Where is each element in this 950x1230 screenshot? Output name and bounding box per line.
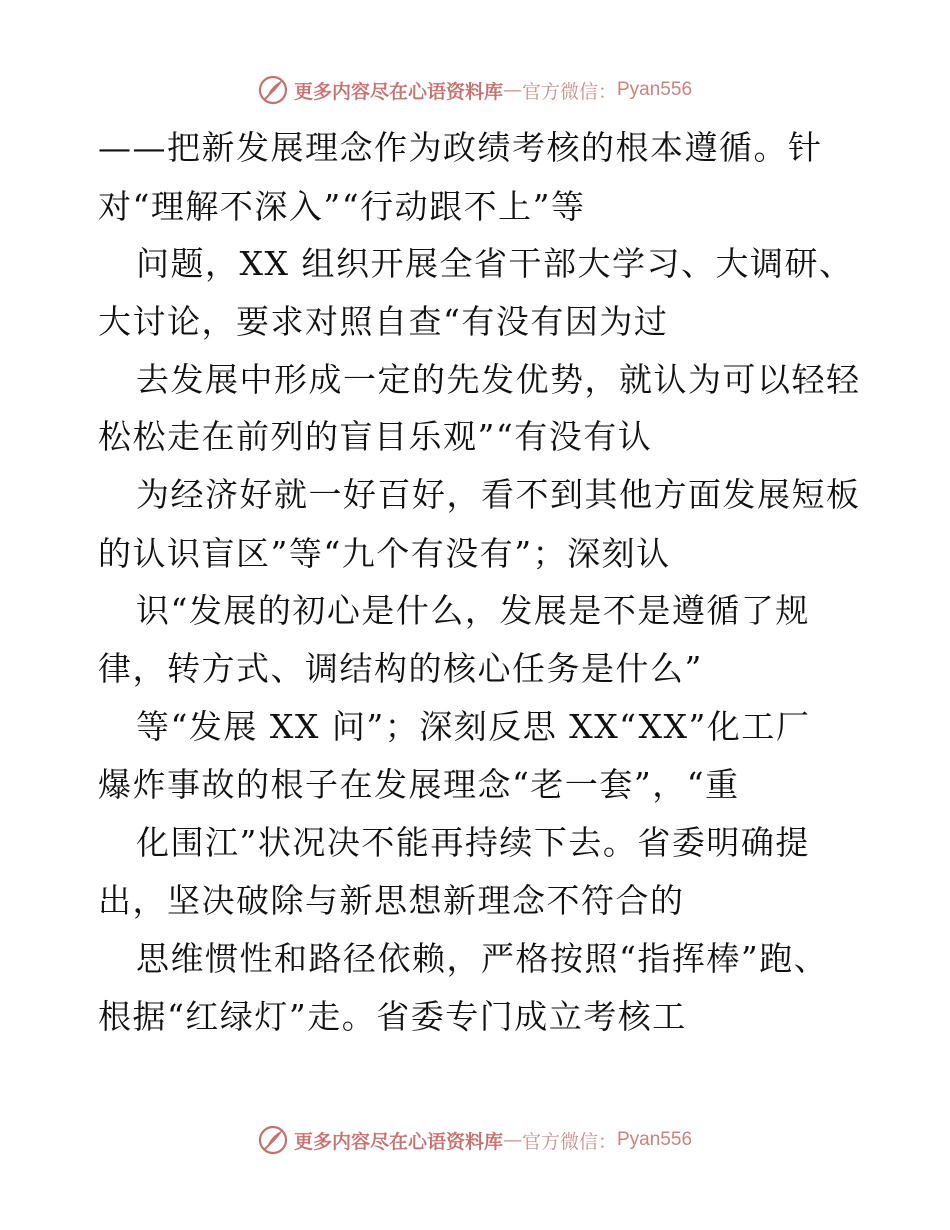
watermark-title: 更多内容尽在心语资料库: [293, 80, 503, 103]
body-line-3: 问题，XX 组织开展全省干部大学习、大调研、: [136, 244, 854, 283]
footer-watermark: [0, 1122, 950, 1158]
body-line-2: 对“理解不深入”“行动跟不上”等: [98, 187, 586, 226]
body-line-16: 根据“红绿灯”走。省委专门成立考核工: [98, 997, 687, 1036]
quill-logo-icon: [258, 75, 288, 105]
body-line-5: 去发展中形成一定的先发优势，就认为可以轻轻: [136, 360, 861, 399]
quill-logo-icon: [258, 1125, 288, 1155]
watermark-wechat-id: Pyan556: [617, 79, 693, 100]
body-line-1: ——把新发展理念作为政绩考核的根本遵循。针: [98, 128, 823, 167]
watermark-dash: —: [502, 1129, 522, 1151]
watermark-label: 官方微信：: [521, 80, 617, 103]
body-line-15: 思维惯性和路径依赖，严格按照“指挥棒”跑、: [136, 939, 829, 978]
watermark-wechat-id: Pyan556: [617, 1129, 693, 1150]
watermark-label: 官方微信：: [521, 1130, 617, 1153]
body-line-10: 律，转方式、调结构的核心任务是什么”: [98, 649, 703, 688]
body-line-12: 爆炸事故的根子在发展理念“老一套”，“重: [98, 765, 740, 804]
watermark-dash: —: [502, 79, 522, 101]
body-line-8: 的认识盲区”等“九个有没有”；深刻认: [98, 534, 671, 573]
body-line-7: 为经济好就一好百好，看不到其他方面发展短板: [136, 475, 861, 514]
body-line-6: 松松走在前列的盲目乐观”“有没有认: [98, 417, 653, 456]
watermark-title: 更多内容尽在心语资料库: [293, 1130, 503, 1153]
body-line-4: 大讨论，要求对照自查“有没有因为过: [98, 302, 669, 341]
body-line-14: 出，坚决破除与新思想新理念不符合的: [98, 881, 685, 920]
body-line-9: 识“发展的初心是什么，发展是不是遵循了规: [136, 591, 810, 630]
body-line-13: 化围江”状况决不能再持续下去。省委明确提: [136, 823, 810, 862]
body-line-11: 等“发展 XX 问”；深刻反思 XX“XX”化工厂: [136, 707, 811, 746]
header-watermark: [0, 72, 950, 108]
